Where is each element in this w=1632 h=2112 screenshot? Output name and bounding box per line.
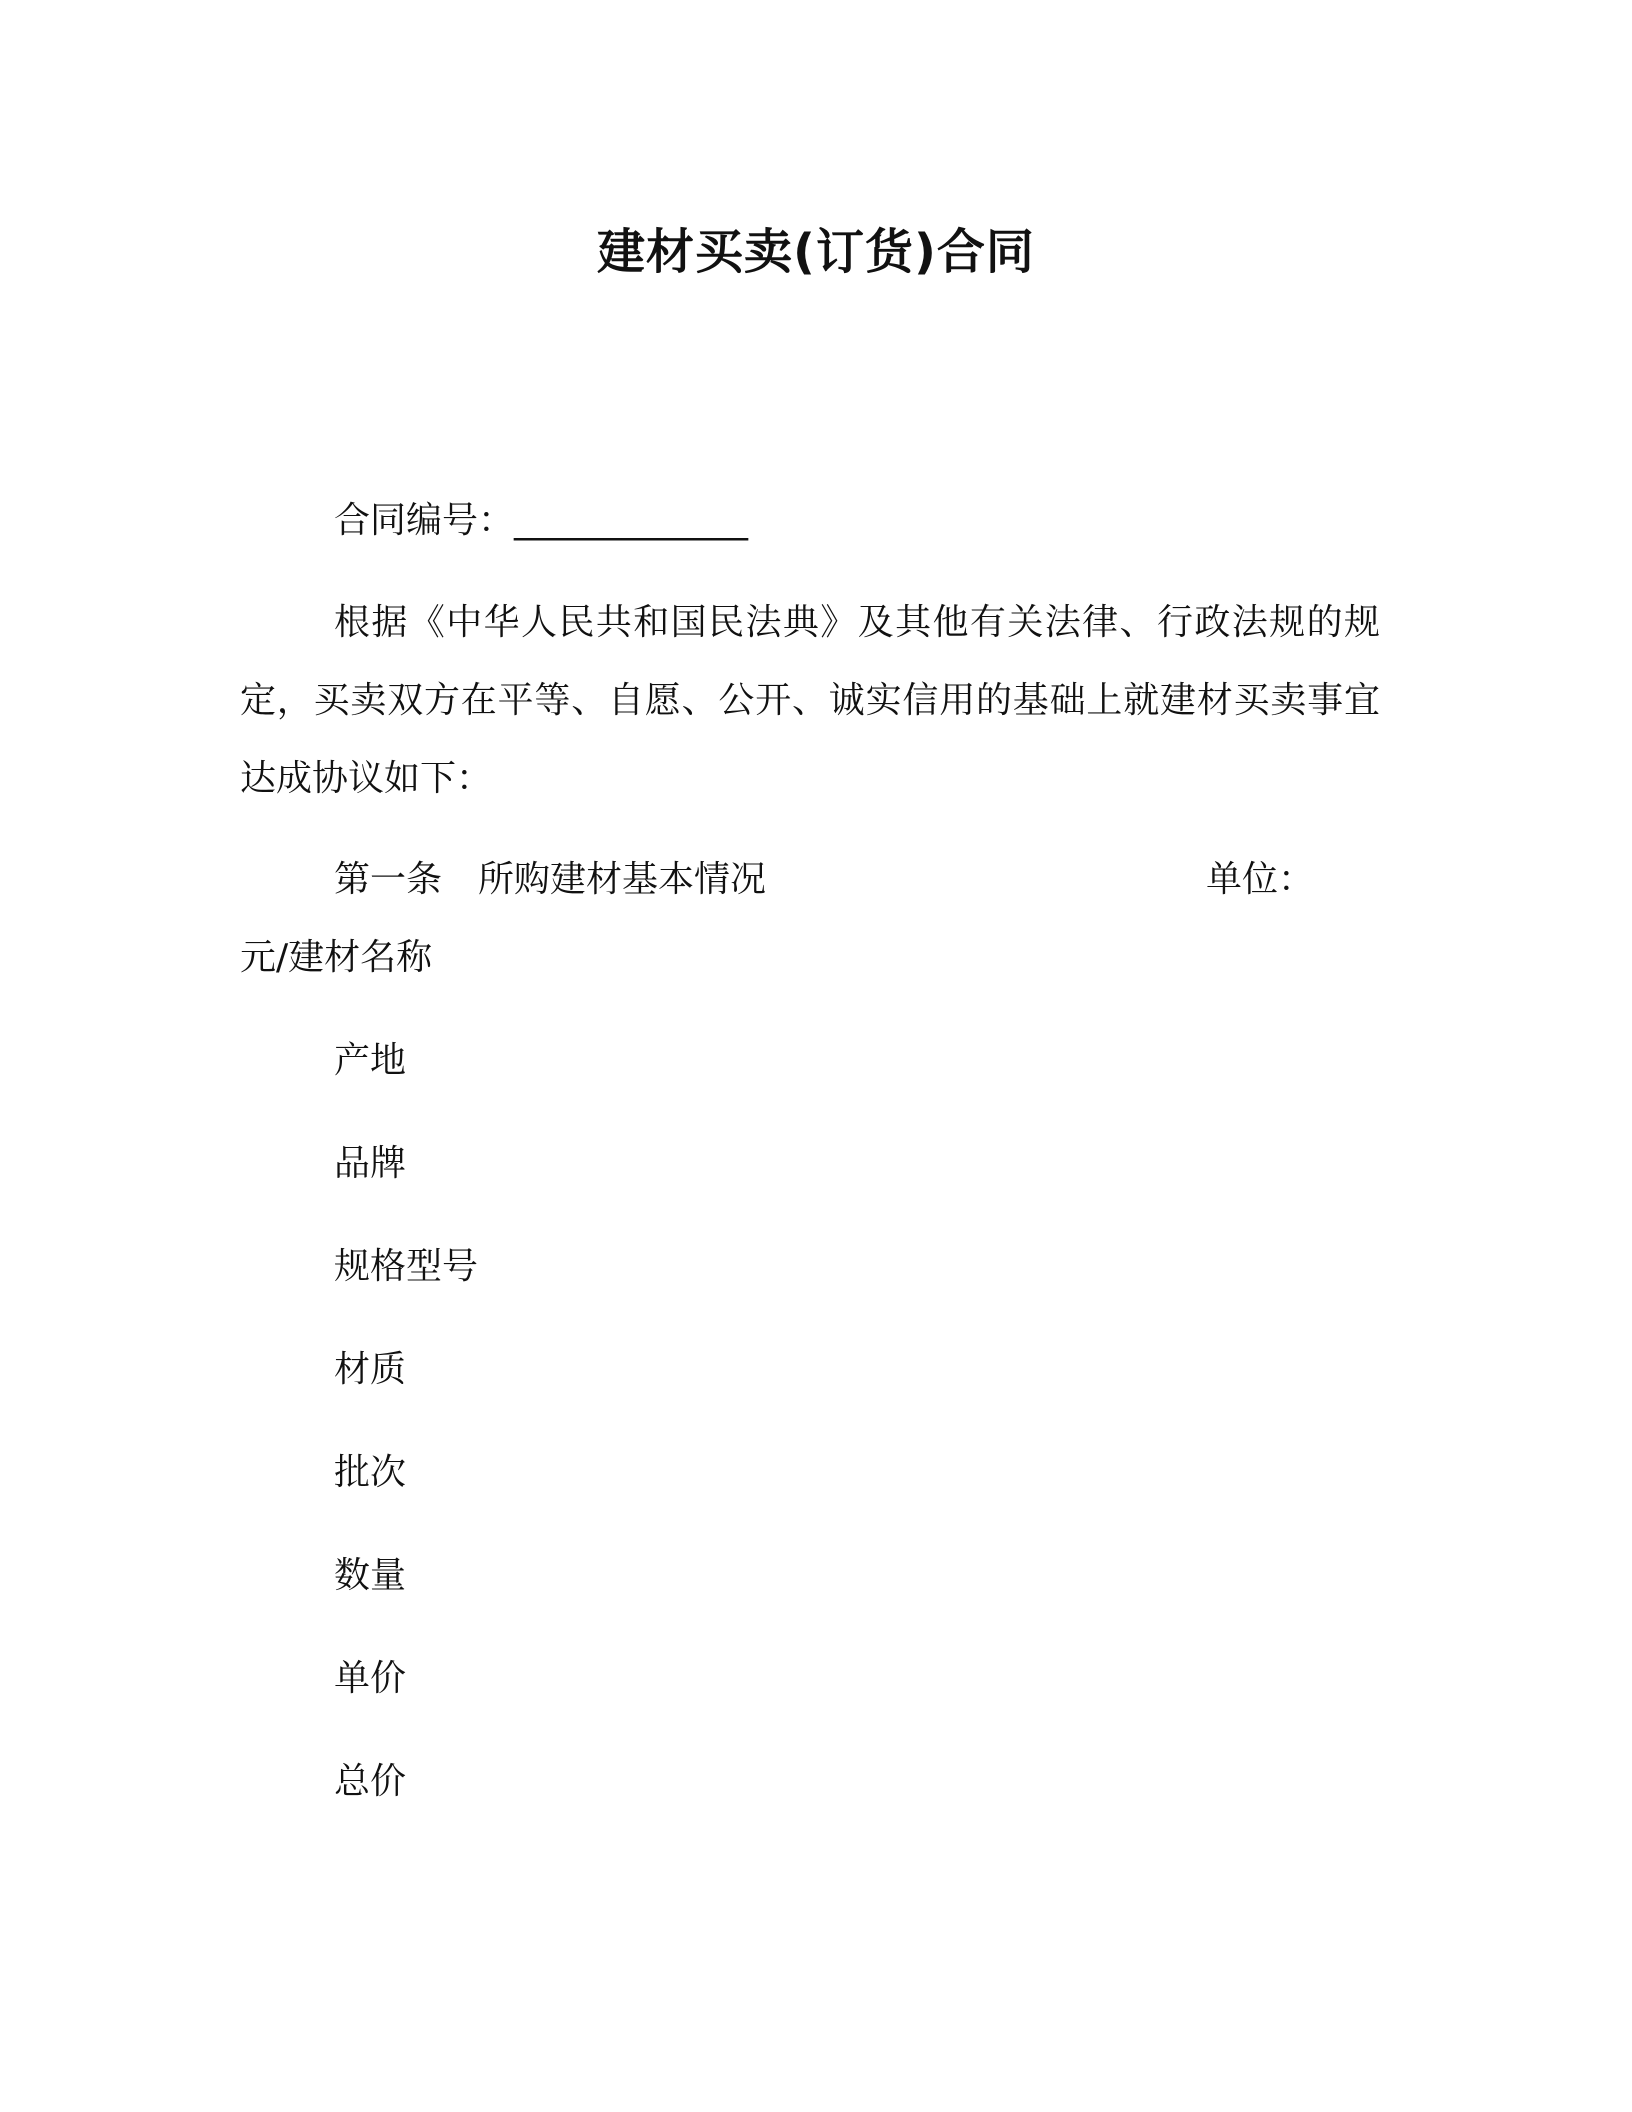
- field-material: 材质: [334, 1349, 407, 1390]
- field-origin: 产地: [334, 1040, 407, 1081]
- field-quantity: 数量: [334, 1555, 407, 1596]
- article-one-heading: 第一条 所购建材基本情况: [334, 859, 767, 900]
- article-one-continuation: 元/建材名称: [240, 937, 433, 978]
- document-title: 建材买卖(订货)合同: [597, 224, 1035, 280]
- field-spec-model: 规格型号: [334, 1246, 479, 1287]
- field-brand: 品牌: [334, 1143, 407, 1184]
- contract-number-line: [334, 497, 748, 545]
- field-batch: 批次: [334, 1452, 407, 1493]
- unit-label: 单位：: [1206, 859, 1315, 900]
- field-unit-price: 单价: [334, 1658, 407, 1699]
- contract-number-label: 合同编号：: [334, 500, 515, 541]
- intro-paragraph: 根据《中华人民共和国民法典》及其他有关法律、行政法规的规定，买卖双方在平等、自愿、公开、诚实信用的基础上就建材买卖事宜达成协议如下：: [240, 602, 1380, 799]
- field-total-price: 总价: [334, 1761, 407, 1802]
- contract-number-blank: _____________: [514, 500, 749, 541]
